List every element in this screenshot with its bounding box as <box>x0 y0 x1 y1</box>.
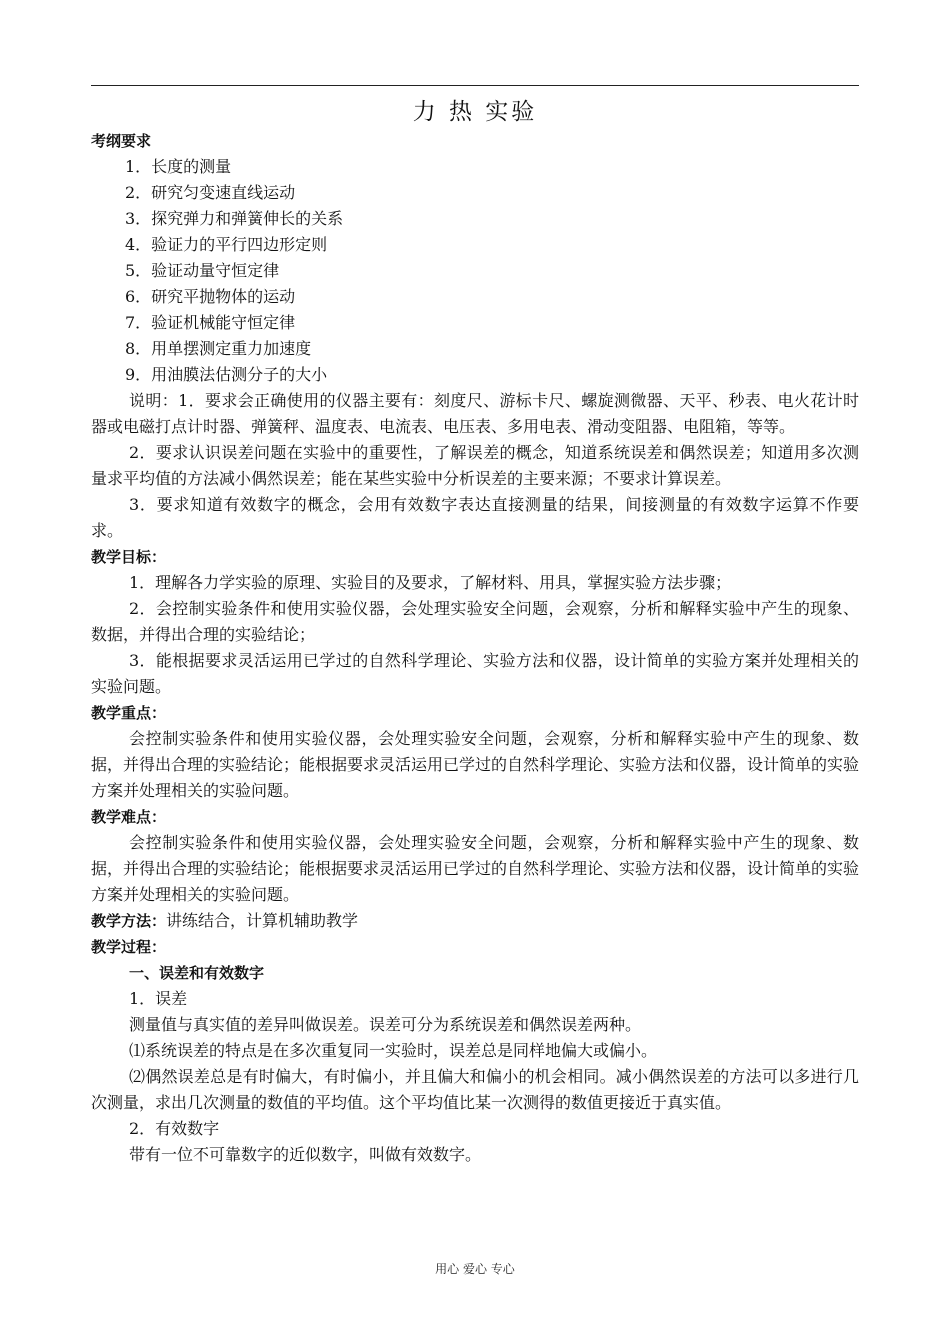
significant-figures-definition: 带有一位不可靠数字的近似数字，叫做有效数字。 <box>129 1145 482 1164</box>
syllabus-item: 2．研究匀变速直线运动 <box>125 183 296 202</box>
key-points-text: 会控制实验条件和使用实验仪器，会处理实验安全问题，会观察，分析和解释实验中产生的现象、数据，并得出合理的实验结论；能根据要求灵活运用已学过的自然科学理论、实验方法和仪器，设计简单的实验方案并处理相关的实验问题。 <box>91 729 860 800</box>
syllabus-item: 5．验证动量守恒定律 <box>125 261 280 280</box>
key-points-heading: 教学重点： <box>91 704 167 722</box>
objective-item: 1．理解各力学实验的原理、实验目的及要求，了解材料、用具，掌握实验方法步骤； <box>129 573 732 592</box>
syllabus-item: 3．探究弹力和弹簧伸长的关系 <box>125 209 344 228</box>
objective-item: 2．会控制实验条件和使用实验仪器，会处理实验安全问题，会观察，分析和解释实验中产生的现象、数据，并得出合理的实验结论； <box>91 599 859 644</box>
random-error-text: ⑵偶然误差总是有时偏大，有时偏小，并且偏大和偏小的机会相同。减小偶然误差的方法可以多进行几次测量，求出几次测量的数值的平均值。这个平均值比某一次测得的数值更接近于真实值。 <box>91 1067 859 1112</box>
methods-heading: 教学方法： <box>91 912 167 930</box>
syllabus-heading: 考纲要求 <box>91 132 152 150</box>
significant-figures-title: 2．有效数字 <box>129 1119 220 1138</box>
syllabus-item: 7．验证机械能守恒定律 <box>125 313 296 332</box>
syllabus-item: 1．长度的测量 <box>125 157 232 176</box>
syllabus-note: 3．要求知道有效数字的概念，会用有效数字表达直接测量的结果，间接测量的有效数字运算不作要求。 <box>91 495 859 540</box>
document-body <box>91 96 859 1168</box>
objectives-heading: 教学目标： <box>91 548 167 566</box>
syllabus-item: 8．用单摆测定重力加速度 <box>125 339 312 358</box>
difficulties-text: 会控制实验条件和使用实验仪器，会处理实验安全问题，会观察，分析和解释实验中产生的现象、数据，并得出合理的实验结论；能根据要求灵活运用已学过的自然科学理论、实验方法和仪器，设计简单的实验方案并处理相关的实验问题。 <box>91 833 860 904</box>
syllabus-item: 9．用油膜法估测分子的大小 <box>125 365 328 384</box>
difficulties-heading: 教学难点： <box>91 808 167 826</box>
methods-text: 讲练结合，计算机辅助教学 <box>166 911 359 930</box>
page-footer: 用心 爱心 专心 <box>435 1262 515 1276</box>
section-title: 一、误差和有效数字 <box>129 964 265 982</box>
methods-row <box>91 908 859 934</box>
error-definition: 测量值与真实值的差异叫做误差。误差可分为系统误差和偶然误差两种。 <box>129 1015 642 1034</box>
syllabus-item: 4．验证力的平行四边形定则 <box>125 235 328 254</box>
process-heading: 教学过程： <box>91 938 167 956</box>
syllabus-note: 2．要求认识误差问题在实验中的重要性，了解误差的概念，知道系统误差和偶然误差；知道用多次测量求平均值的方法减小偶然误差；能在某些实验中分析误差的主要来源；不要求计算误差。 <box>91 443 859 488</box>
document-title: 力 热 实验 <box>412 99 538 125</box>
objective-item: 3．能根据要求灵活运用已学过的自然科学理论、实验方法和仪器，设计简单的实验方案并处理相关的实验问题。 <box>91 651 859 696</box>
syllabus-note: 说明：1．要求会正确使用的仪器主要有：刻度尺、游标卡尺、螺旋测微器、天平、秒表、电火花计时器或电磁打点计时器、弹簧秤、温度表、电流表、电压表、多用电表、滑动变阻器、电阻箱，等等。 <box>91 391 859 436</box>
error-title: 1．误差 <box>129 989 188 1008</box>
syllabus-item: 6．研究平抛物体的运动 <box>125 287 296 306</box>
system-error-text: ⑴系统误差的特点是在多次重复同一实验时，误差总是同样地偏大或偏小。 <box>129 1041 658 1060</box>
header-rule <box>91 85 859 86</box>
